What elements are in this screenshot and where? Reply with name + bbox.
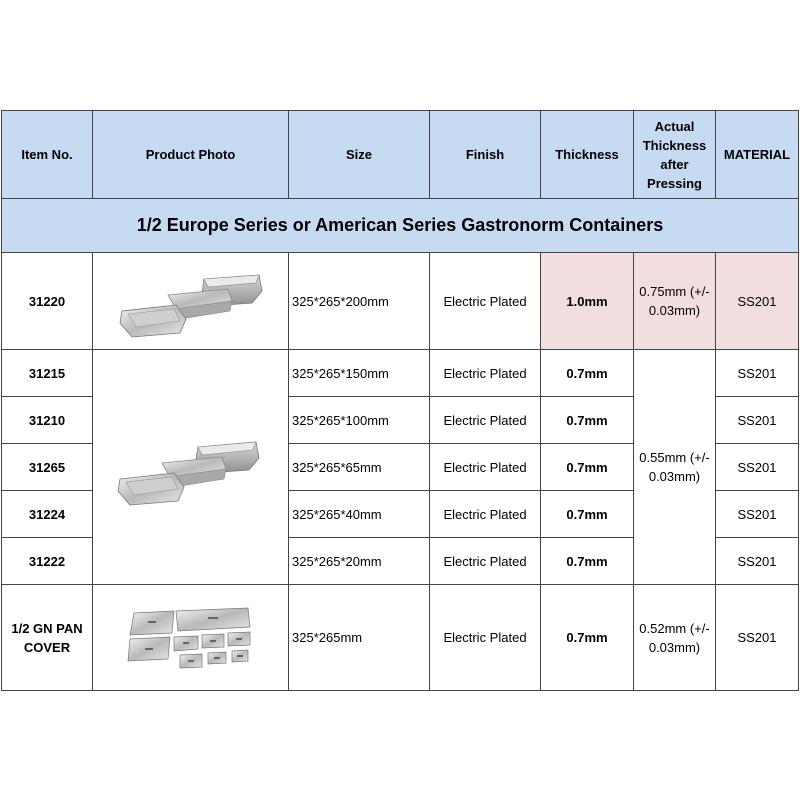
material: SS201 bbox=[716, 491, 799, 538]
product-photo bbox=[93, 350, 289, 585]
item-no: 31215 bbox=[2, 350, 93, 397]
item-no: 31220 bbox=[2, 253, 93, 350]
item-no: 31222 bbox=[2, 538, 93, 585]
thickness: 1.0mm bbox=[541, 253, 634, 350]
gn-pan-covers-image bbox=[126, 603, 256, 673]
table-title: 1/2 Europe Series or American Series Gastronorm Containers bbox=[2, 199, 799, 253]
header-actual-thickness: Actual Thickness after Pressing bbox=[634, 111, 716, 199]
header-size: Size bbox=[289, 111, 430, 199]
product-photo bbox=[93, 253, 289, 350]
actual-thickness: 0.55mm (+/- 0.03mm) bbox=[634, 350, 716, 585]
material: SS201 bbox=[716, 538, 799, 585]
thickness: 0.7mm bbox=[541, 538, 634, 585]
material: SS201 bbox=[716, 397, 799, 444]
table-row bbox=[2, 253, 799, 350]
header-item-no: Item No. bbox=[2, 111, 93, 199]
actual-thickness: 0.75mm (+/- 0.03mm) bbox=[634, 253, 716, 350]
size: 325*265mm bbox=[289, 585, 430, 691]
size: 325*265*200mm bbox=[289, 253, 430, 350]
finish: Electric Plated bbox=[430, 585, 541, 691]
thickness: 0.7mm bbox=[541, 585, 634, 691]
spec-table bbox=[1, 110, 799, 691]
actual-thickness: 0.52mm (+/- 0.03mm) bbox=[634, 585, 716, 691]
size: 325*265*100mm bbox=[289, 397, 430, 444]
material: SS201 bbox=[716, 350, 799, 397]
material: SS201 bbox=[716, 253, 799, 350]
header-row bbox=[2, 111, 799, 199]
item-no: 31224 bbox=[2, 491, 93, 538]
item-no: 1/2 GN PAN COVER bbox=[2, 585, 93, 691]
item-no: 31265 bbox=[2, 444, 93, 491]
thickness: 0.7mm bbox=[541, 444, 634, 491]
header-finish: Finish bbox=[430, 111, 541, 199]
finish: Electric Plated bbox=[430, 350, 541, 397]
table-row bbox=[2, 585, 799, 691]
product-photo bbox=[93, 585, 289, 691]
header-product-photo: Product Photo bbox=[93, 111, 289, 199]
item-no: 31210 bbox=[2, 397, 93, 444]
finish: Electric Plated bbox=[430, 491, 541, 538]
finish: Electric Plated bbox=[430, 444, 541, 491]
size: 325*265*40mm bbox=[289, 491, 430, 538]
size: 325*265*65mm bbox=[289, 444, 430, 491]
material: SS201 bbox=[716, 585, 799, 691]
header-material: MATERIAL bbox=[716, 111, 799, 199]
gn-pans-image bbox=[116, 427, 266, 507]
table-row bbox=[2, 350, 799, 397]
thickness: 0.7mm bbox=[541, 350, 634, 397]
thickness: 0.7mm bbox=[541, 397, 634, 444]
finish: Electric Plated bbox=[430, 397, 541, 444]
thickness: 0.7mm bbox=[541, 491, 634, 538]
size: 325*265*150mm bbox=[289, 350, 430, 397]
size: 325*265*20mm bbox=[289, 538, 430, 585]
header-thickness: Thickness bbox=[541, 111, 634, 199]
finish: Electric Plated bbox=[430, 538, 541, 585]
material: SS201 bbox=[716, 444, 799, 491]
gn-pans-image bbox=[116, 261, 266, 341]
title-row bbox=[2, 199, 799, 253]
finish: Electric Plated bbox=[430, 253, 541, 350]
